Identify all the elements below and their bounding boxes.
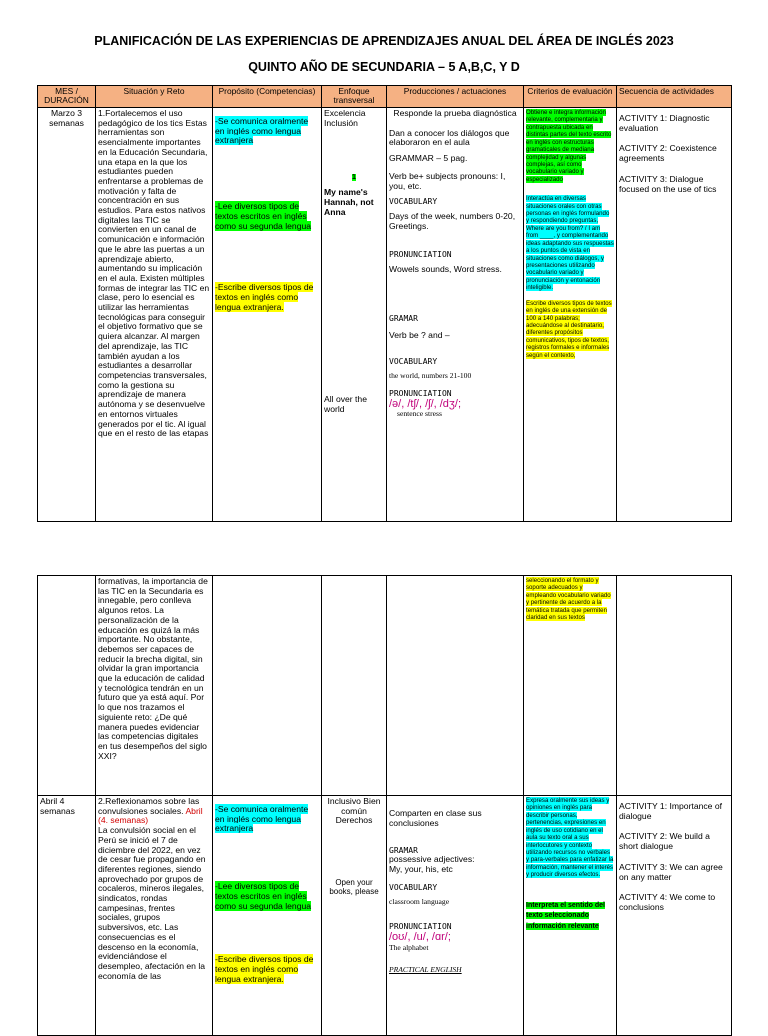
criteria-continued-cell (524, 576, 617, 796)
approach-example: My name's Hannah, not Anna (324, 187, 374, 217)
productions-cell (387, 796, 524, 1036)
competency-read: -Lee diversos tipos de textos escritos en inglés como su segunda lengua (215, 201, 312, 231)
competency-read: -Lee diversos tipos de textos escritos en inglés como su segunda lengua (215, 881, 312, 911)
criterion-interprets: Interpreta el sentido del texto seleccionado información relevante (526, 901, 605, 931)
situation-continued-cell: formativas, la importancia de las TIC en la Secundaria es innegable, pero conlleva algunos retos. La personalización de la educación es quizá la más importante. No obstante, debemos ser capaces de reducir la brecha digital, sin olvidar la gran importancia que la educación de calidad y tecnológica tendrán en un futuro que ya está aquí. Por lo que nos trazamos el siguiente reto: ¿De qué manera puedes evidenciar las competencias digitales en tus desempeños del siglo XXI? (96, 576, 213, 796)
activities-cell (617, 108, 732, 522)
header-productions: Producciones / actuaciones (387, 86, 524, 108)
approach-values: Inclusivo Bien común Derechos (327, 796, 381, 826)
criterion-writes-continued: seleccionando el formato y soporte adecuados y empleando vocabulario variado y pertinente de acuerdo a la temática tratada que permiten claridad en sus textos (526, 577, 611, 622)
prod-vocabulary: VOCABULARY (389, 882, 438, 892)
criteria-cell (524, 108, 617, 522)
table-row (38, 108, 732, 522)
prod-grammar-2-detail: Verb be ? and – (389, 330, 450, 341)
activity-1: ACTIVITY 1: Diagnostic evaluation (619, 113, 710, 133)
header-purpose: Propósito (Competencias) (213, 86, 322, 108)
criterion-interacts: Interactúa en diversas situaciones orales con otras personas en inglés formulando y respondiendo preguntas, Where are you from? / I am from ____, y complementando ideas adaptando sus respuestas a los puntos de vista en situaciones como diálogos, y presentaciones utilizando vocabulario variado y pronunciación y entonación inteligible. (526, 195, 614, 292)
prod-sentence-stress: sentence stress (397, 409, 442, 419)
prod-alphabet: The alphabet (389, 942, 429, 952)
planning-table-page-2 (37, 575, 732, 1036)
month-cell: Abril 4 semanas (38, 796, 96, 1036)
situation-text: La convulsión social en el Perú se inició el 7 de diciembre del 2022, en vez de cesar fue propagando en diferentes regiones, siendo aprovechado por grupos de cocaleros, mineros ilegales, sindicatos, rondas campesinas, frentes sociales, grupos subversivos, etc. Las consecuencias es el descenso en la economía, evidenciándose el desempleo, afectación en la economía de las (98, 825, 206, 981)
prod-dialogues: Dan a conocer los diálogos que elaboraron en el aula (389, 127, 510, 148)
competency-oral: -Se comunica oralmente en inglés como lengua extranjera (215, 116, 309, 146)
approach-cell (322, 108, 387, 522)
prod-grammar-topic: possessive adjectives: (389, 854, 475, 865)
activity-2: ACTIVITY 2: Coexistence agreements (619, 143, 717, 164)
activity-1: ACTIVITY 1: Importance of dialogue (619, 801, 723, 821)
competency-write: -Escribe diversos tipos de textos en inglés como lengua extranjera. (215, 282, 314, 312)
prod-vocabulary-2-detail: the world, numbers 21-100 (389, 371, 472, 381)
prod-vocabulary: VOCABULARY (389, 197, 438, 207)
situation-cell (96, 796, 213, 1036)
prod-grammar-detail: My, your, his, etc (389, 864, 453, 875)
prod-grammar: GRAMAR (389, 846, 418, 856)
prod-pronunciation-2: PRONUNCIATION (389, 388, 452, 398)
productions-cell (387, 108, 524, 522)
criterion-expresses: Expresa oralmente sus ideas y opiniones en inglés para describir personas, pertenencias, expresiones en inglés de uso cotidiano en el aula su texto oral a sus interlocutores y contexto utilizando recursos no verbales y para-verbales para enfatizar la información, mantener el interés y producir diversos efectos. (526, 797, 614, 879)
prod-grammar-2: GRAMAR (389, 314, 418, 324)
prod-pronunciation: PRONUNCIATION (389, 249, 452, 259)
header-row (38, 86, 732, 108)
criteria-cell (524, 796, 617, 1036)
header-month: MES / DURACIÓN (38, 86, 96, 108)
criterion-writes: Escribe diversos tipos de textos en inglés de una extensión de 100 a 140 palabras; adecuándose al destinatario, diferentes propósitos comunicativos, tipos de textos, registros formales e informales según el contexto, (526, 299, 612, 359)
prod-vocabulary-detail: Days of the week, numbers 0-20, Greetings. (389, 211, 516, 231)
activity-3: ACTIVITY 3: Dialogue focused on the use of tics (619, 173, 717, 194)
header-situation: Situación y Reto (96, 86, 213, 108)
competency-oral: -Se comunica oralmente en inglés como lengua extranjera (215, 804, 309, 834)
prod-conclusions: Comparten en clase sus conclusiones (389, 808, 482, 828)
activity-3: ACTIVITY 3: We can agree on any matter (619, 861, 723, 882)
prod-practical-english: PRACTICAL ENGLISH (389, 965, 462, 975)
header-activities: Secuencia de actividades (617, 86, 732, 108)
activity-4: ACTIVITY 4: We come to conclusions (619, 892, 716, 912)
approach-values: Excelencia Inclusión (324, 108, 366, 128)
competency-write: -Escribe diversos tipos de textos en inglés como lengua extranjera. (215, 954, 314, 984)
approach-example: Open your books, please (329, 878, 379, 897)
purpose-cell (213, 108, 322, 522)
purpose-cell (213, 796, 322, 1036)
situation-date-red: Abril (4. semanas) (98, 805, 203, 826)
table-row (38, 576, 732, 796)
situation-cell: 1.Fortalecemos el uso pedagógico de los tics Estas herramientas son esencialmente importantes en la Educación Secundaria, una etapa en la que los estudiantes pueden enfrentarse a problemas de motivación y falta de concentración en sus estudios. Para estos nativos digitales las TIC se convierten en un canal de comunicación e información que le abre las puertas a un aprendizaje abierto, aumentando su implicación en el aula. Existen múltiples formas de integrar las TIC en clase, pero lo esencial es utilizar las herramientas tecnológicas para conseguir el objetivo formativo que se quiera alcanzar. Al margen del aprendizaje, las TIC también ayudan a los estudiantes a desarrollar competencias transversales, como la gestiona su aprendizaje de manera autónoma y se desenvuelve en entornos virtuales generados por el tic. Al igual que en el resto de las etapas (96, 108, 213, 522)
approach-theme: All over the world (324, 394, 367, 415)
situation-heading: 2.Reflexionamos sobre las convulsiones sociales. (98, 796, 200, 816)
activities-cell (617, 796, 732, 1036)
prod-pronunciation-detail: Wowels sounds, Word stress. (389, 263, 502, 274)
table-row (38, 796, 732, 1036)
planning-table-page-1 (37, 85, 732, 522)
header-approach: Enfoque transversal (322, 86, 387, 108)
header-criteria: Criterios de evaluación (524, 86, 617, 108)
document-subtitle: QUINTO AÑO DE SECUNDARIA – 5 A,B,C, Y D (248, 60, 520, 74)
prod-grammar-detail: Verb be+ subjects pronouns: I, you, etc. (389, 170, 506, 191)
prod-vocabulary-detail: classroom language (389, 896, 450, 906)
approach-cell (322, 796, 387, 1036)
prod-vocabulary-2: VOCABULARY (389, 357, 438, 367)
document-title: PLANIFICACIÓN DE LAS EXPERIENCIAS DE APRENDIZAJES ANUAL DEL ÁREA DE INGLÉS 2023 (94, 34, 674, 48)
criterion-obtains: Obtiene e integra información relevante, complementaria y contrapuesta ubicada en distintas partes del texto escrito en inglés con estructuras gramaticales de mediana complejidad y algunas complejas, así como vocabulario variado y especializado (526, 109, 612, 183)
prod-pronunciation: PRONUNCIATION (389, 922, 452, 932)
prod-phonemes: /oʊ/, /u/, /ɑr/; (389, 931, 451, 944)
prod-grammar: GRAMMAR – 5 pag. (389, 153, 468, 164)
activity-2: ACTIVITY 2: We build a short dialogue (619, 831, 710, 852)
marker: 1 (352, 174, 356, 182)
prod-diagnostic: Responde la prueba diagnóstica (393, 108, 517, 118)
prod-phonemes: /ə/, /tʃ/, /ʃ/, /dʒ/; (389, 397, 462, 410)
month-cell: Marzo 3 semanas (38, 108, 96, 522)
